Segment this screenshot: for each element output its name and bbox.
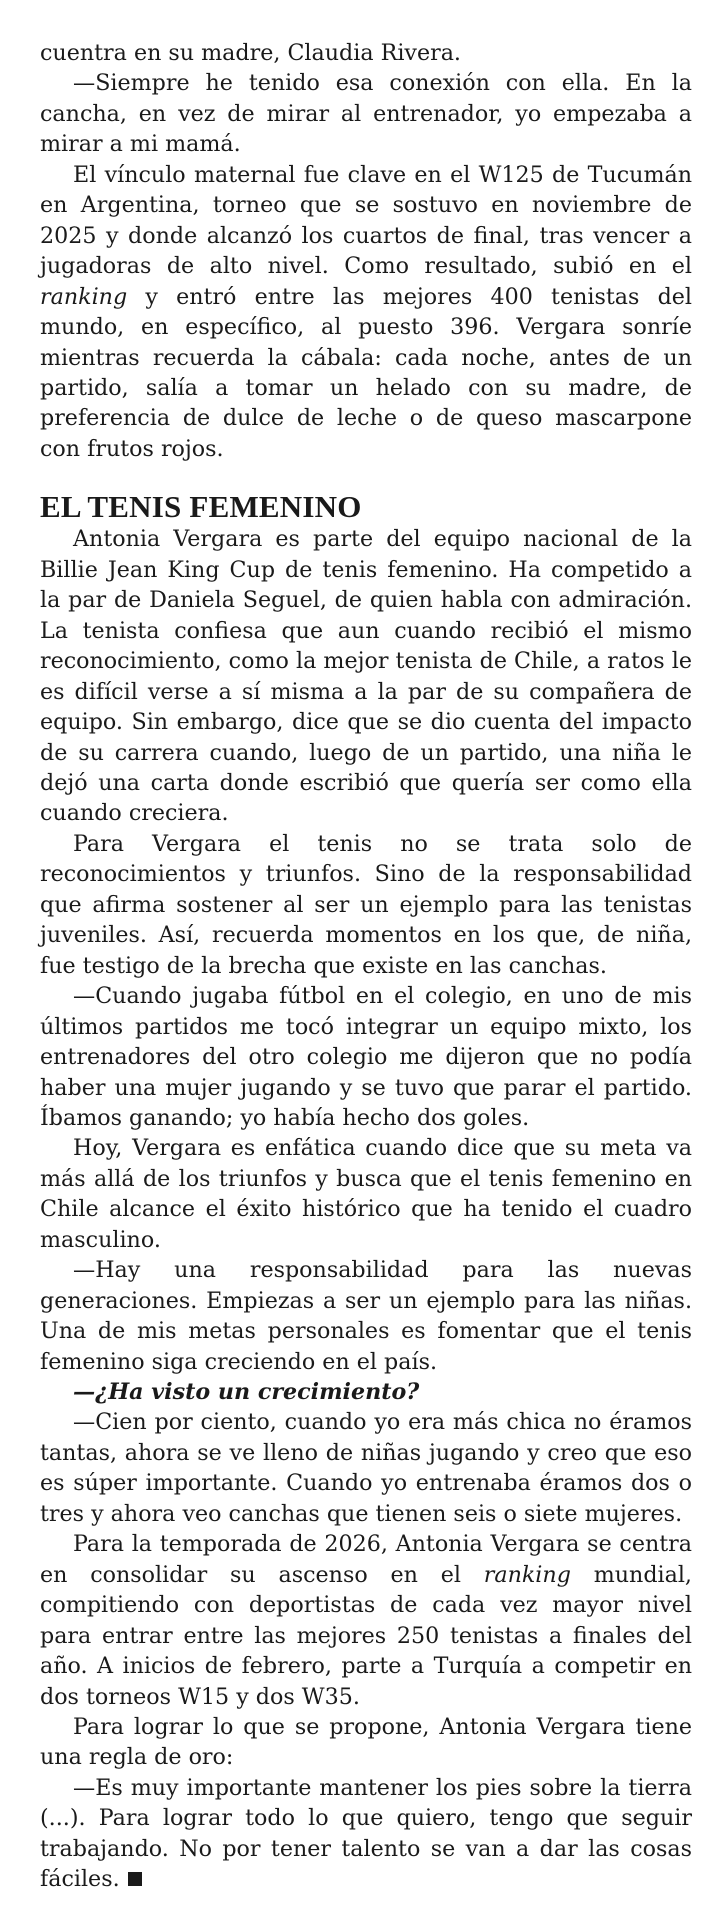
paragraph-responsibility: Para Vergara el tenis no se trata solo de reconocimientos y triunfos. Sino de la responsabilidad que afirma sostener al ser un ejemplo para las tenistas juveniles. Así, recuerda momentos en los que, de niña, fue testigo de la brecha que existe en las canchas. [40, 830, 692, 979]
paragraph-continued: cuentra en su madre, Claudia Rivera. [40, 40, 461, 66]
paragraph-season-2026 [40, 1529, 692, 1712]
italic-term-ranking: ranking [40, 283, 128, 310]
interview-question: —¿Ha visto un crecimiento? [73, 1379, 420, 1406]
quote-paragraph-closing [40, 1773, 692, 1895]
paragraph-text: El vínculo maternal fue clave en el W125 de Tucumán en Argentina, torneo que se sostuvo en noviembre de 2025 y donde alcanzó los cuartos de final, tras vencer a jugadoras de alto nivel. Como resultado, subió en el [40, 161, 692, 280]
paragraph-text: —Es muy importante mantener los pies sobre la tierra (...). Para lograr todo lo que quiero, tengo que seguir trabajando. No por tener talento se van a dar las cosas fáciles. [40, 1774, 692, 1893]
section-heading: EL TENIS FEMENINO [40, 489, 362, 525]
quote-paragraph-growth: —Cien por ciento, cuando yo era más chica no éramos tantas, ahora se ve lleno de niñas jugando y creo que eso es súper importante. Cuando yo entrenaba éramos dos o tres y ahora veo canchas que tienen seis o siete mujeres. [40, 1409, 692, 1527]
paragraph-tucuman [40, 160, 692, 465]
paragraph-billie-jean-king: Antonia Vergara es parte del equipo nacional de la Billie Jean King Cup de tenis femenino. Ha competido a la par de Daniela Seguel, de quien habla con admiración. La tenista confiesa que aun cuando recibió el mismo reconocimiento, como la mejor tenista de Chile, a ratos le es difícil verse a sí misma a la par de su compañera de equipo. Sin embargo, dice que se dio cuenta del impacto de su carrera cuando, luego de un partido, una niña le dejó una carta donde escribió que quería ser como ella cuando creciera. [40, 526, 692, 827]
paragraph-goal: Hoy, Vergara es enfática cuando dice que su meta va más allá de los triunfos y busca que el tenis femenino en Chile alcance el éxito histórico que ha tenido el cuadro masculino. [40, 1135, 692, 1253]
end-of-article-icon [128, 1872, 142, 1886]
paragraph-text: y entró entre las mejores 400 tenistas del mundo, en específico, al puesto 396. Vergara sonríe mientras recuerda la cábala: cada noche, antes de un partido, salía a tomar un helado con su madre, de preferencia de dulce de leche o de queso mascarpone con frutos rojos. [40, 283, 692, 462]
article-body [40, 38, 692, 1895]
quote-paragraph-football: —Cuando jugaba fútbol en el colegio, en uno de mis últimos partidos me tocó integrar un equipo mixto, los entrenadores del otro colegio me dijeron que no podía haber una mujer jugando y se tuvo que parar el partido. Íbamos ganando; yo había hecho dos goles. [40, 983, 692, 1131]
quote-paragraph-connection: —Siempre he tenido esa conexión con ella. En la cancha, en vez de mirar al entrenador, yo empezaba a mirar a mi mamá. [40, 70, 692, 158]
quote-paragraph-generations: —Hay una responsabilidad para las nuevas generaciones. Empiezas a ser un ejemplo para las niñas. Una de mis metas personales es fomentar que el tenis femenino siga creciendo en el país. [40, 1257, 692, 1375]
paragraph-golden-rule: Para lograr lo que se propone, Antonia Vergara tiene una regla de oro: [40, 1714, 692, 1771]
paragraph-text: Para la temporada de 2026, Antonia Vergara se centra en consolidar su ascenso en el [40, 1531, 692, 1588]
italic-term-ranking: ranking [483, 1561, 571, 1588]
paragraph-text: mundial, compitiendo con deportistas de cada vez mayor nivel para entrar entre las mejores 250 tenistas a finales del año. A inicios de febrero, parte a Turquía a competir en dos torneos W15 y dos W35. [40, 1561, 692, 1710]
